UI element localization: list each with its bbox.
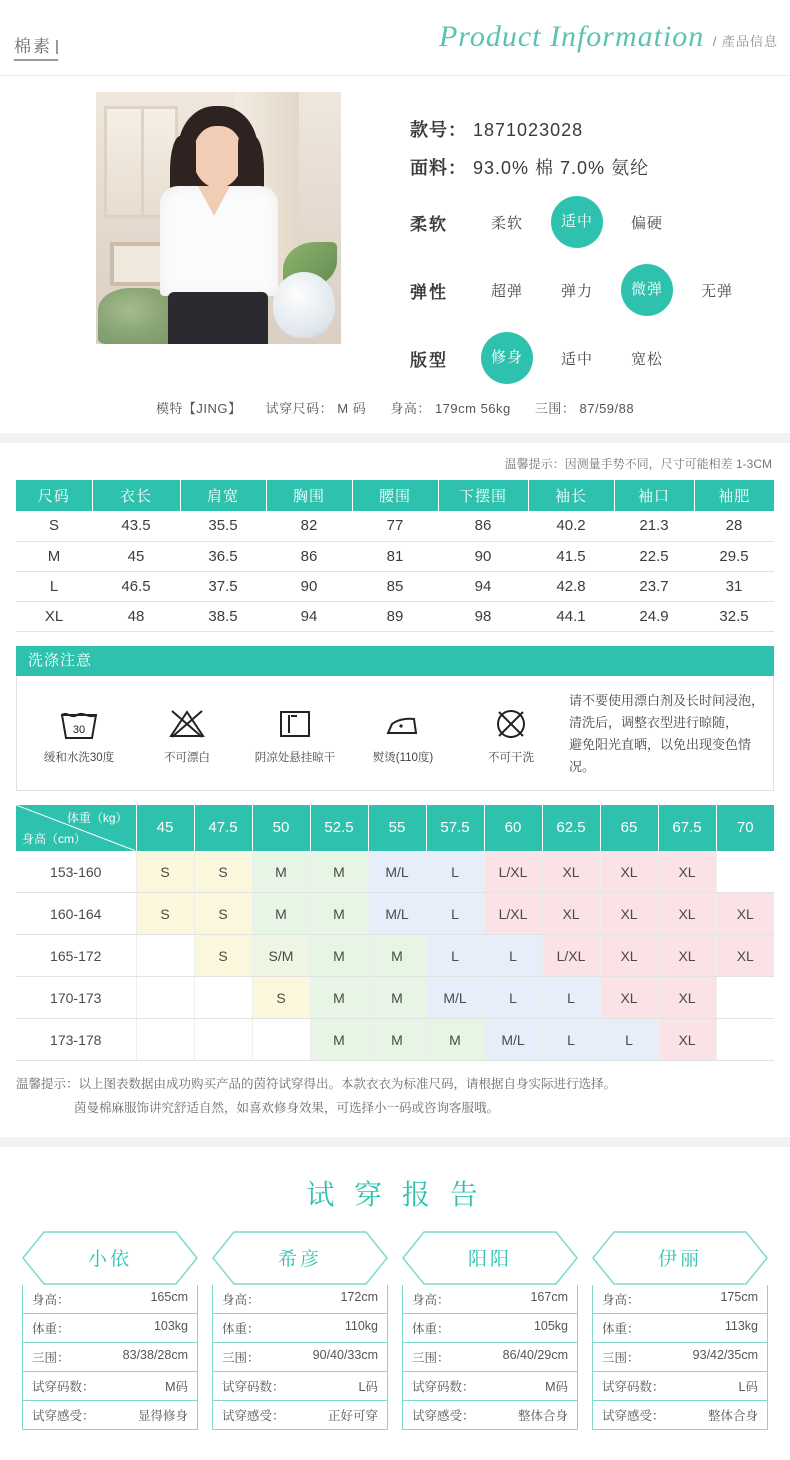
cell: 94 — [266, 601, 352, 631]
no-dry-clean-icon — [457, 703, 565, 745]
model-face — [193, 126, 243, 188]
size-col-shoulder: 肩宽 — [180, 480, 266, 511]
attr-row-elasticity — [410, 264, 790, 316]
wash-care-item — [349, 703, 457, 765]
recommend-height-row-label: 173-178 — [16, 1019, 136, 1061]
recommend-weight-col: 67.5 — [658, 805, 716, 851]
cell: S — [16, 511, 92, 541]
recommend-weight-col: 52.5 — [310, 805, 368, 851]
fabric-value: 93.0% 棉 7.0% 氨纶 — [473, 158, 650, 178]
field-label: 身高： — [32, 1292, 70, 1307]
cell: S — [194, 851, 252, 893]
wash-care-caption: 熨烫(110度) — [372, 751, 434, 764]
cell: XL — [658, 851, 716, 893]
field-value: 整体合身 — [707, 1408, 758, 1423]
wash-care-item — [133, 703, 241, 765]
cell: M — [16, 541, 92, 571]
try-on-field-measure — [592, 1343, 768, 1372]
cell: 42.8 — [528, 571, 614, 601]
cell: 40.2 — [528, 511, 614, 541]
wash-care-item — [241, 703, 349, 765]
cell: S — [252, 977, 310, 1019]
size-col-sleeve-length: 袖长 — [528, 480, 614, 511]
cell: XL — [600, 935, 658, 977]
try-on-field-feel — [402, 1401, 578, 1430]
cell: M/L — [484, 1019, 542, 1061]
cell: L/XL — [484, 851, 542, 893]
cell: M — [426, 1019, 484, 1061]
attr-option-medium-selected[interactable]: 适中 — [551, 196, 603, 248]
field-label: 体重： — [222, 1321, 260, 1336]
cell: 37.5 — [180, 571, 266, 601]
attr-row-fit — [410, 332, 790, 384]
field-value: 167cm — [530, 1289, 568, 1304]
try-on-field-size — [402, 1372, 578, 1401]
cell: M — [252, 851, 310, 893]
page-title-cn: / 產品信息 — [712, 34, 778, 49]
try-on-card-name-hex — [22, 1231, 198, 1285]
style-number-row — [410, 116, 790, 142]
wash-30-icon — [25, 703, 133, 745]
wash-care-caption: 不可干洗 — [488, 751, 534, 764]
recommend-weight-col: 45 — [136, 805, 194, 851]
size-col-length: 衣长 — [92, 480, 180, 511]
field-value: 110kg — [344, 1318, 378, 1333]
size-col-size: 尺码 — [16, 480, 92, 511]
try-on-field-size — [22, 1372, 198, 1401]
try-on-field-height — [22, 1285, 198, 1314]
recommend-height-row-label: 153-160 — [16, 851, 136, 893]
field-label: 试穿感受： — [412, 1408, 475, 1423]
try-on-field-size — [212, 1372, 388, 1401]
cell: XL — [600, 977, 658, 1019]
attr-row-softness — [410, 196, 790, 248]
try-on-card — [22, 1231, 198, 1430]
try-on-card — [212, 1231, 388, 1430]
attr-label-softness: 柔软 — [410, 214, 448, 234]
cell — [194, 977, 252, 1019]
table-row — [16, 977, 774, 1019]
cell: 85 — [352, 571, 438, 601]
size-col-waist: 腰围 — [352, 480, 438, 511]
cell: L/XL — [484, 893, 542, 935]
hang-dry-shade-icon — [241, 703, 349, 745]
wash-care-icon-list — [25, 703, 565, 765]
cell: 23.7 — [614, 571, 694, 601]
cell: L — [426, 935, 484, 977]
try-on-card-name-hex — [592, 1231, 768, 1285]
field-value: 正好可穿 — [327, 1408, 378, 1423]
try-on-field-feel — [212, 1401, 388, 1430]
cell — [716, 977, 774, 1019]
cell: XL — [542, 893, 600, 935]
cell: 32.5 — [694, 601, 774, 631]
cell — [136, 977, 194, 1019]
field-value: M码 — [545, 1379, 568, 1394]
table-row — [16, 571, 774, 601]
cell: XL — [716, 935, 774, 977]
cell: 90 — [266, 571, 352, 601]
field-value: 整体合身 — [517, 1408, 568, 1423]
cell: 86 — [266, 541, 352, 571]
attr-option-stiff[interactable]: 偏硬 — [630, 214, 663, 232]
size-note-line-1: 温馨提示：以上图表数据由成功购买产品的茵符试穿得出。本款衣衣为标准尺码，请根据自身实际进行选择。 — [16, 1077, 617, 1092]
model-note — [0, 384, 790, 433]
cell: 48 — [92, 601, 180, 631]
cell: 44.1 — [528, 601, 614, 631]
try-on-person-name: 希彦 — [277, 1249, 322, 1271]
cell — [194, 1019, 252, 1061]
section-divider-2 — [0, 1137, 790, 1147]
cell: M — [252, 893, 310, 935]
recommend-weight-col: 55 — [368, 805, 426, 851]
cell: L/XL — [542, 935, 600, 977]
attr-option-regular[interactable]: 适中 — [560, 350, 593, 368]
table-row — [16, 601, 774, 631]
wash-care-caption: 阴凉处悬挂晾干 — [254, 751, 336, 764]
cell: XL — [600, 893, 658, 935]
try-on-card-name-hex — [402, 1231, 578, 1285]
size-table — [16, 480, 774, 632]
field-value: 172cm — [340, 1289, 378, 1304]
wash-care-note-line: 请不要使用漂白剂及长时间浸泡， — [569, 692, 765, 708]
attr-option-loose[interactable]: 宽松 — [630, 350, 663, 368]
try-on-field-weight — [212, 1314, 388, 1343]
field-label: 体重： — [412, 1321, 450, 1336]
recommend-height-axis-label: 身高（cm） — [22, 831, 86, 846]
cell: M/L — [368, 851, 426, 893]
recommend-weight-col: 47.5 — [194, 805, 252, 851]
wash-care-note-line: 避免阳光直晒，以免出现变色情况。 — [569, 736, 752, 774]
attr-options-fit — [472, 332, 682, 384]
cell: M/L — [368, 893, 426, 935]
try-on-card-name-hex — [212, 1231, 388, 1285]
style-number-label: 款号： — [410, 120, 467, 140]
field-label: 试穿码数： — [222, 1379, 285, 1394]
field-label: 身高： — [412, 1292, 450, 1307]
try-on-field-measure — [402, 1343, 578, 1372]
attr-options-softness — [472, 196, 682, 248]
wash-care-note — [569, 690, 765, 778]
page-title-en: Product Information — [438, 20, 705, 53]
recommend-weight-axis-label: 体重（kg） — [66, 810, 128, 825]
attr-option-slight-stretch-selected[interactable]: 微弹 — [621, 264, 673, 316]
model-measurements: 三围： 87/59/88 — [534, 401, 635, 416]
field-label: 体重： — [32, 1321, 70, 1336]
style-number-value: 1871023028 — [473, 120, 584, 140]
cell: 29.5 — [694, 541, 774, 571]
cell: 21.3 — [614, 511, 694, 541]
try-on-field-weight — [402, 1314, 578, 1343]
cell: XL — [542, 851, 600, 893]
field-value: 165cm — [150, 1289, 188, 1304]
try-on-field-measure — [212, 1343, 388, 1372]
cell — [136, 1019, 194, 1061]
wash-care-item — [457, 703, 565, 765]
try-on-field-weight — [22, 1314, 198, 1343]
cell: 45 — [92, 541, 180, 571]
table-row — [16, 1019, 774, 1061]
cell — [716, 851, 774, 893]
model-try-size: 试穿尺码： M 码 — [265, 401, 367, 416]
cell: XL — [658, 1019, 716, 1061]
cell: XL — [600, 851, 658, 893]
field-value: 90/40/33cm — [312, 1347, 378, 1362]
wash-care-item — [25, 703, 133, 765]
section-divider-1 — [0, 433, 790, 443]
field-value: M码 — [165, 1379, 188, 1394]
try-on-person-name: 阳阳 — [467, 1249, 512, 1271]
try-on-field-feel — [22, 1401, 198, 1430]
cell: L — [426, 851, 484, 893]
cell: 89 — [352, 601, 438, 631]
cell: XL — [16, 601, 92, 631]
model-photo — [96, 92, 341, 344]
recommend-weight-col: 70 — [716, 805, 774, 851]
field-value: 显得修身 — [137, 1408, 188, 1423]
cell: 82 — [266, 511, 352, 541]
cell: 86 — [438, 511, 528, 541]
try-on-person-name: 伊丽 — [657, 1249, 702, 1271]
recommend-height-row-label: 160-164 — [16, 893, 136, 935]
recommend-weight-col: 65 — [600, 805, 658, 851]
page-title — [439, 20, 778, 54]
cell: L — [542, 977, 600, 1019]
cell: 77 — [352, 511, 438, 541]
wash-care-heading: 洗涤注意 — [16, 646, 774, 676]
cell: S/M — [252, 935, 310, 977]
field-label: 试穿码数： — [412, 1379, 475, 1394]
recommend-corner-cell — [16, 805, 136, 851]
size-note-line-2: 茵曼棉麻服饰讲究舒适自然，如喜欢修身效果，可选择小一码或咨询客服哦。 — [74, 1101, 500, 1116]
brand-bar-icon — [56, 40, 58, 54]
attr-option-no-stretch[interactable]: 无弹 — [700, 282, 733, 300]
spec-list — [410, 94, 790, 384]
cell: M — [368, 935, 426, 977]
model-pants — [168, 292, 268, 344]
svg-text:30: 30 — [72, 723, 86, 736]
size-table-header-row — [16, 480, 774, 511]
iron-110-icon — [349, 703, 457, 745]
fabric-row — [410, 154, 790, 180]
cell: 31 — [694, 571, 774, 601]
attr-label-fit: 版型 — [410, 350, 448, 370]
cell — [252, 1019, 310, 1061]
field-label: 试穿码数： — [602, 1379, 665, 1394]
try-on-field-height — [592, 1285, 768, 1314]
field-label: 三围： — [32, 1350, 70, 1365]
cell: 43.5 — [92, 511, 180, 541]
table-row — [16, 893, 774, 935]
cell: L — [542, 1019, 600, 1061]
wash-care-body — [16, 676, 774, 791]
model-height-weight: 身高： 179cm 56kg — [390, 401, 511, 416]
size-recommendation-table — [16, 805, 774, 1062]
field-label: 体重： — [602, 1321, 640, 1336]
cell — [136, 935, 194, 977]
cell: 94 — [438, 571, 528, 601]
cell: 46.5 — [92, 571, 180, 601]
field-label: 试穿感受： — [222, 1408, 285, 1423]
cell: XL — [658, 935, 716, 977]
field-value: 83/38/28cm — [122, 1347, 188, 1362]
try-on-card — [402, 1231, 578, 1430]
cell: 28 — [694, 511, 774, 541]
cell: L — [484, 935, 542, 977]
photo-model-figure — [152, 106, 284, 344]
try-on-field-height — [212, 1285, 388, 1314]
size-tip: 温馨提示：因测量手势不同，尺寸可能相差 1-3CM — [504, 457, 772, 471]
attr-options-elasticity — [472, 264, 752, 316]
cell: 98 — [438, 601, 528, 631]
cell: M — [368, 977, 426, 1019]
cell: M/L — [426, 977, 484, 1019]
size-col-sleeve-width: 袖肥 — [694, 480, 774, 511]
cell: M — [310, 851, 368, 893]
table-row — [16, 851, 774, 893]
cell: 36.5 — [180, 541, 266, 571]
wash-care-note-line: 清洗后，调整衣型进行晾随， — [569, 714, 739, 730]
field-value: 175cm — [720, 1289, 758, 1304]
size-col-cuff: 袖口 — [614, 480, 694, 511]
cell: M — [310, 893, 368, 935]
recommend-weight-col: 50 — [252, 805, 310, 851]
page-header — [0, 0, 790, 76]
cell: 24.9 — [614, 601, 694, 631]
cell: 38.5 — [180, 601, 266, 631]
field-value: 113kg — [724, 1318, 758, 1333]
try-on-report-cards — [0, 1231, 790, 1460]
table-row — [16, 541, 774, 571]
attr-label-elasticity: 弹性 — [410, 282, 448, 302]
cell: 81 — [352, 541, 438, 571]
cell: 35.5 — [180, 511, 266, 541]
brand-logo — [14, 32, 58, 61]
attr-option-super-stretch[interactable]: 超弹 — [490, 282, 523, 300]
wash-care-caption: 缓和水洗30度 — [43, 751, 115, 764]
attr-option-soft[interactable]: 柔软 — [490, 214, 523, 232]
cell: M — [310, 1019, 368, 1061]
cell: S — [136, 851, 194, 893]
field-value: 93/42/35cm — [692, 1347, 758, 1362]
size-col-hem: 下摆围 — [438, 480, 528, 511]
cell: XL — [658, 893, 716, 935]
field-value: 103kg — [153, 1318, 188, 1333]
cell: L — [484, 977, 542, 1019]
table-row — [16, 511, 774, 541]
cell: 41.5 — [528, 541, 614, 571]
cell: XL — [716, 893, 774, 935]
fabric-label: 面料： — [410, 158, 467, 178]
cell: 22.5 — [614, 541, 694, 571]
attr-option-stretch[interactable]: 弹力 — [560, 282, 593, 300]
try-on-field-height — [402, 1285, 578, 1314]
field-label: 三围： — [412, 1350, 450, 1365]
field-label: 试穿码数： — [32, 1379, 95, 1394]
cell: S — [194, 935, 252, 977]
cell: L — [16, 571, 92, 601]
cell: L — [600, 1019, 658, 1061]
field-value: L码 — [738, 1379, 758, 1394]
field-label: 三围： — [602, 1350, 640, 1365]
table-row — [16, 935, 774, 977]
recommend-height-row-label: 170-173 — [16, 977, 136, 1019]
field-value: 86/40/29cm — [502, 1347, 568, 1362]
cell: XL — [658, 977, 716, 1019]
recommend-weight-col: 60 — [484, 805, 542, 851]
cell: S — [136, 893, 194, 935]
cell — [716, 1019, 774, 1061]
try-on-card — [592, 1231, 768, 1430]
recommend-height-row-label: 165-172 — [16, 935, 136, 977]
field-label: 试穿感受： — [602, 1408, 665, 1423]
cell: M — [368, 1019, 426, 1061]
try-on-field-feel — [592, 1401, 768, 1430]
recommend-header-row — [16, 805, 774, 851]
attr-option-slim-selected[interactable]: 修身 — [481, 332, 533, 384]
product-spec-section — [0, 76, 790, 433]
try-on-field-measure — [22, 1343, 198, 1372]
size-recommendation-note — [16, 1073, 774, 1121]
recommend-weight-col: 62.5 — [542, 805, 600, 851]
try-on-field-weight — [592, 1314, 768, 1343]
cell: S — [194, 893, 252, 935]
size-col-bust: 胸围 — [266, 480, 352, 511]
field-label: 试穿感受： — [32, 1408, 95, 1423]
field-label: 身高： — [222, 1292, 260, 1307]
field-value: 105kg — [533, 1318, 568, 1333]
cell: M — [310, 977, 368, 1019]
brand-text: 棉素 — [14, 37, 52, 56]
wash-care-caption: 不可漂白 — [164, 751, 210, 764]
field-value: L码 — [358, 1379, 378, 1394]
cell: M — [310, 935, 368, 977]
recommend-weight-col: 57.5 — [426, 805, 484, 851]
try-on-field-size — [592, 1372, 768, 1401]
field-label: 三围： — [222, 1350, 260, 1365]
cell: L — [426, 893, 484, 935]
try-on-report-title: 试 穿 报 告 — [306, 1178, 484, 1210]
no-bleach-icon — [133, 703, 241, 745]
model-name: 模特【JING】 — [155, 401, 242, 416]
field-label: 身高： — [602, 1292, 640, 1307]
try-on-person-name: 小依 — [87, 1249, 132, 1271]
cell: 90 — [438, 541, 528, 571]
